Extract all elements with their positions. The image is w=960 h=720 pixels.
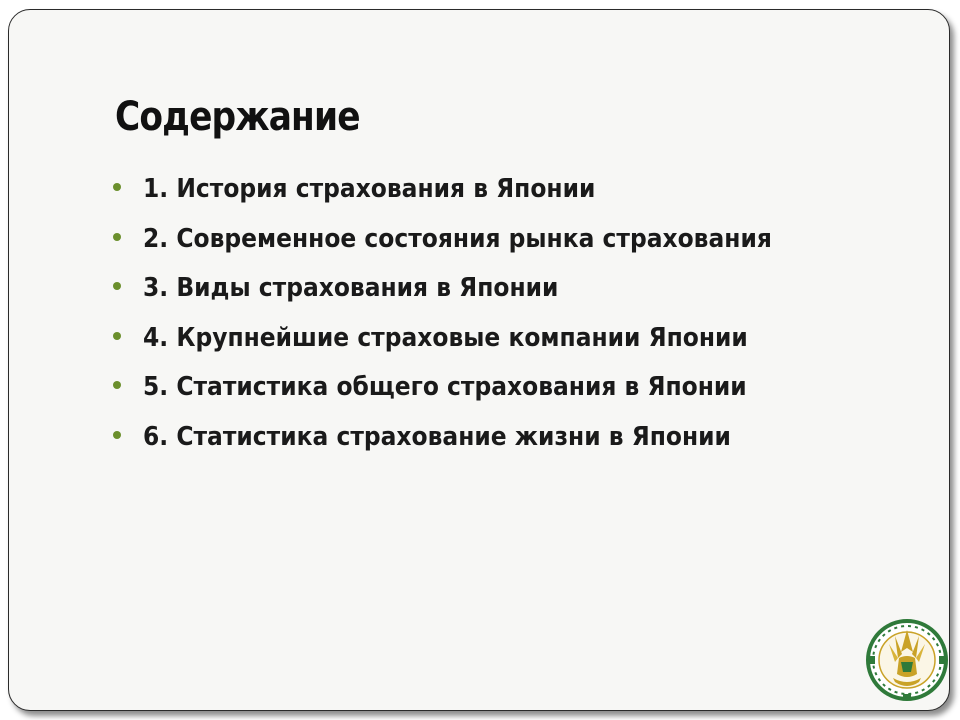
slide-title: Содержание bbox=[115, 94, 360, 140]
bullet-icon bbox=[113, 431, 121, 439]
list-item-text: 2. Современное состояния рынка страхования bbox=[143, 223, 772, 254]
slide-card bbox=[8, 9, 950, 711]
list-item-text: 6. Статистика страхование жизни в Японии bbox=[143, 421, 731, 452]
bullet-icon bbox=[113, 233, 121, 241]
list-item-text: 1. История страхования в Японии bbox=[143, 174, 596, 204]
list-item-text: 5. Статистика общего страхования в Японии bbox=[143, 372, 747, 402]
bullet-icon bbox=[113, 332, 121, 340]
list-item-text: 4. Крупнейшие страховые компании Японии bbox=[143, 322, 748, 353]
national-bank-emblem-icon bbox=[865, 618, 949, 702]
list-item-text: 3. Виды страхования в Японии bbox=[143, 273, 559, 303]
bullet-icon bbox=[113, 183, 121, 191]
bullet-icon bbox=[113, 381, 121, 389]
bullet-icon bbox=[113, 282, 121, 290]
